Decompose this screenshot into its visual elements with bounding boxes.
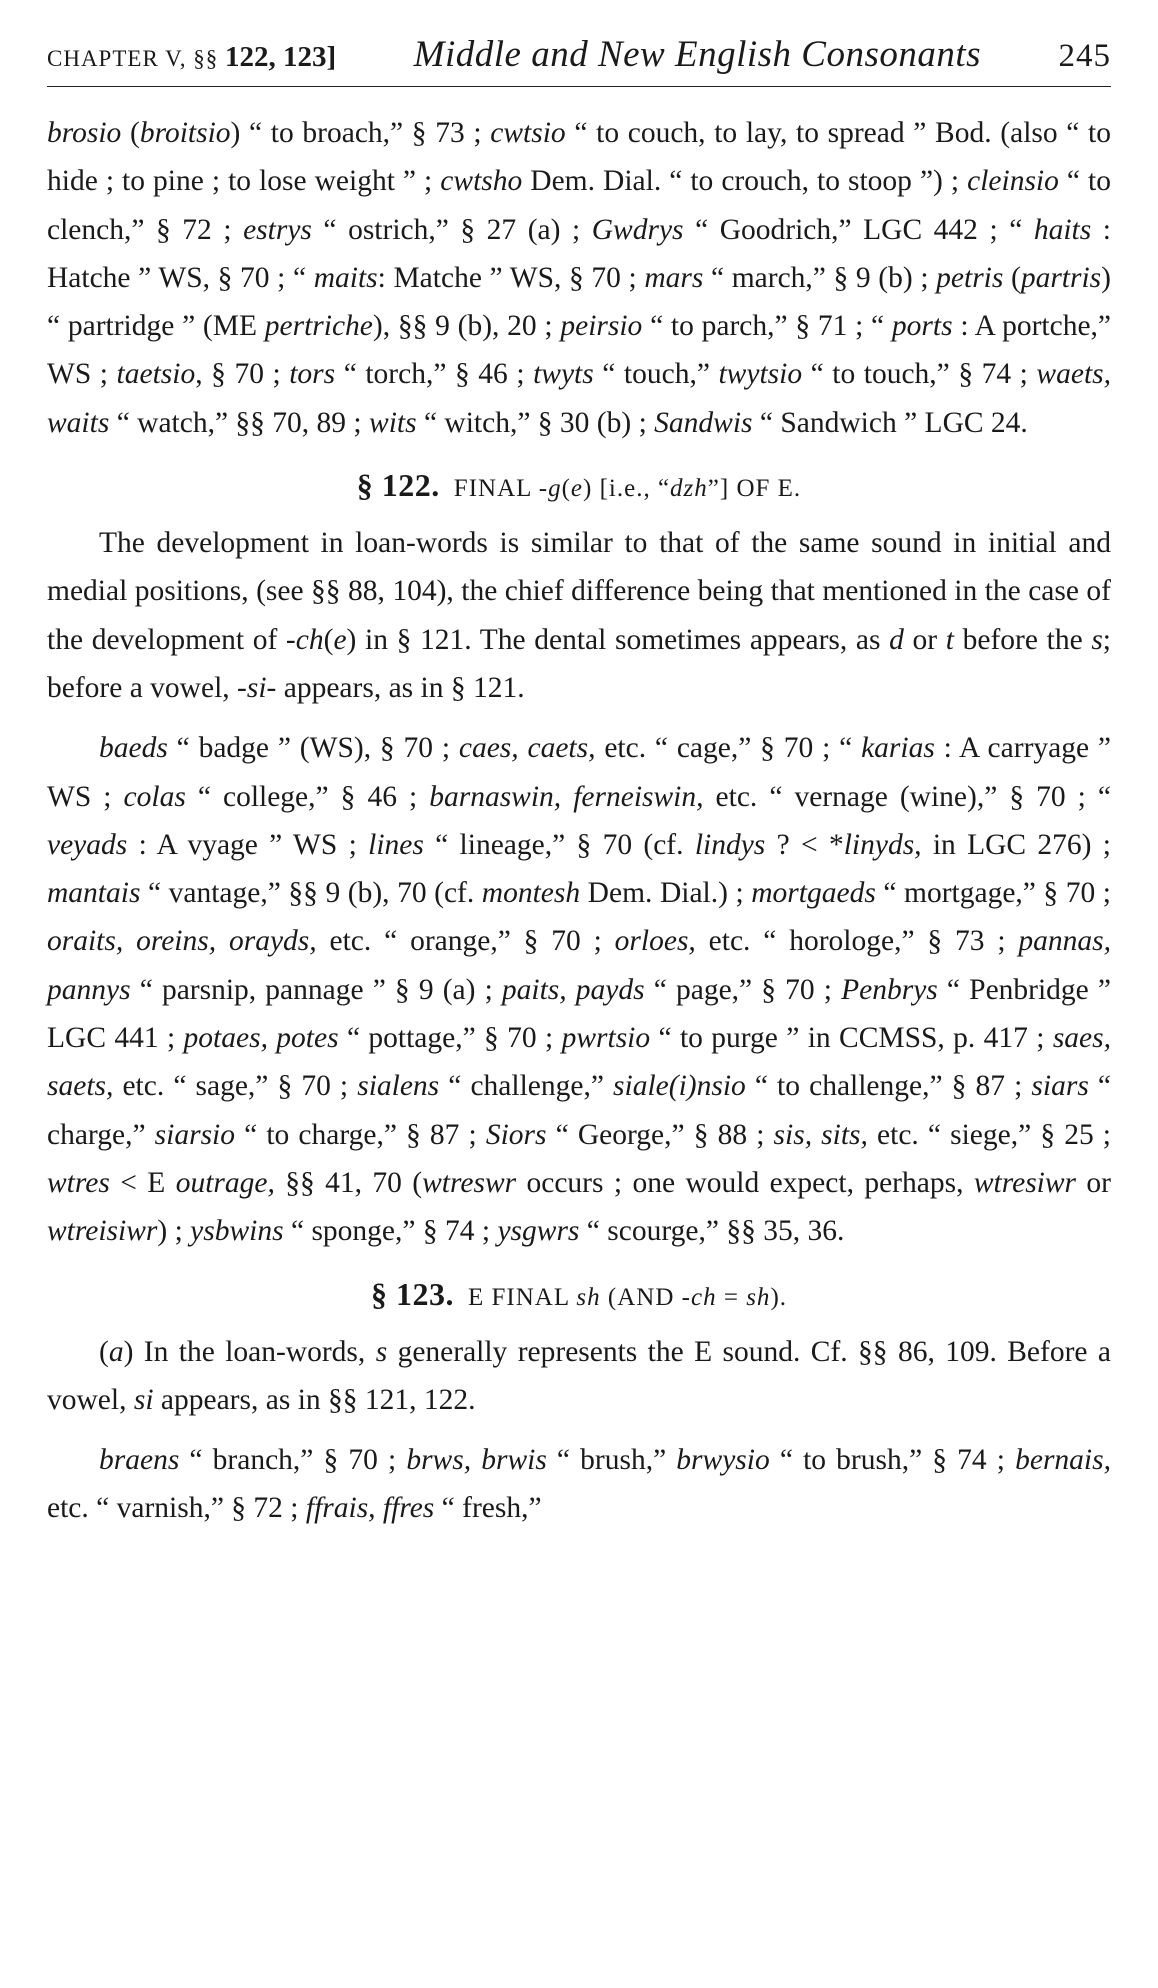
page-number: 245: [1058, 38, 1111, 74]
paragraph-123-word-list: braens “ branch,” § 70 ; brws, brwis “ brush,” brwysio “ to brush,” § 74 ; bernais, etc. “ varnish,” § 72 ; ffrais, ffres “ fresh,”: [47, 1444, 1111, 1525]
section-123-heading: § 123. E FINAL sh (AND -ch = sh).: [370, 1275, 788, 1312]
paragraph-122-intro: The development in loan-words is similar to that of the same sound in initial and medial positions, (see §§ 88, 104), the chief difference being that mentioned in the case of the development of -ch(e) in § 121. The dental sometimes appears, as d or t before the s; before a vowel, -si- appears, as in § 121.: [47, 527, 1111, 704]
page: [47, 30, 1111, 1533]
paragraph-123-intro: (a) In the loan-words, s generally represents the E sound. Cf. §§ 86, 109. Before a vowel, si appears, as in §§ 121, 122.: [47, 1335, 1111, 1416]
paragraph-122-word-list: baeds “ badge ” (WS), § 70 ; caes, caets, etc. “ cage,” § 70 ; “ karias : A carryage ” WS ; colas “ college,” § 46 ; barnaswin, ferneiswin, etc. “ vernage (wine),” § 70 ; “ veyads : A vyage ” WS ; lines “ lineage,” § 70 (cf. lindys ? < *linyds, in LGC 276) ; mantais “ vantage,” §§ 9 (b), 70 (cf. montesh Dem. Dial.) ; mortgaeds “ mortgage,” § 70 ; oraits, oreins, orayds, etc. “ orange,” § 70 ; orloes, etc. “ horologe,” § 73 ; pannas, pannys “ parsnip, pannage ” § 9 (a) ; paits, payds “ page,” § 70 ; Penbrys “ Penbridge ” LGC 441 ; potaes, potes “ pottage,” § 70 ; pwrtsio “ to purge ” in CCMSS, p. 417 ; saes, saets, etc. “ sage,” § 70 ; sialens “ challenge,” siale(i)nsio “ to challenge,” § 87 ; siars “ charge,” siarsio “ to charge,” § 87 ; Siors “ George,” § 88 ; sis, sits, etc. “ siege,” § 25 ; wtres < E outrage, §§ 41, 70 (wtreswr occurs ; one would expect, perhaps, wtresiwr or wtreisiwr) ; ysbwins “ sponge,” § 74 ; ysgwrs “ scourge,” §§ 35, 36.: [47, 732, 1112, 1248]
section-122-heading: § 122. FINAL -g(e) [i.e., “dzh”] OF E.: [356, 467, 802, 504]
running-title: Middle and New English Consonants: [413, 34, 982, 75]
running-header: [47, 30, 1111, 87]
paragraph-word-list-ch: brosio (broitsio) “ to broach,” § 73 ; cwtsio “ to couch, to lay, to spread ” Bod. (also “ to hide ; to pine ; to lose weight ” ; cwtsho Dem. Dial. “ to crouch, to stoop ”) ; cleinsio “ to clench,” § 72 ; estrys “ ostrich,” § 27 (a) ; Gwdrys “ Goodrich,” LGC 442 ; “ haits : Hatche ” WS, § 70 ; “ maits: Matche ” WS, § 70 ; mars “ march,” § 9 (b) ; petris (partris) “ partridge ” (ME pertriche), §§ 9 (b), 20 ; peirsio “ to parch,” § 71 ; “ ports : A portche,” WS ; taetsio, § 70 ; tors “ torch,” § 46 ; twyts “ touch,” twytsio “ to touch,” § 74 ; waets, waits “ watch,” §§ 70, 89 ; wits “ witch,” § 30 (b) ; Sandwis “ Sandwich ” LGC 24.: [47, 117, 1112, 439]
chapter-reference: CHAPTER V, §§ 122, 123]: [47, 41, 337, 73]
